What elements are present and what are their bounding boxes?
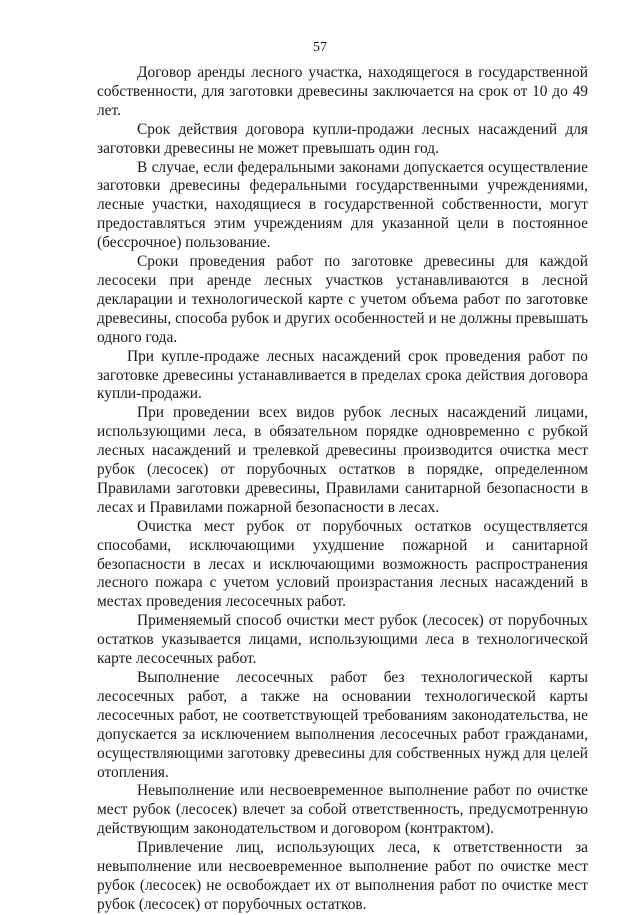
paragraph-cleaning-methods: Очистка мест рубок от порубочных остатков осуществляется способами, исключающими ухудшение пожарной и санитарной безопасности в лесах и исключающими возможность распространения лесного пожара с учетом условий произрастания лесных насаждений в местах проведения лесосечных работ. — [97, 517, 588, 611]
paragraph-liability-no-exemption: Привлечение лиц, использующих леса, к ответственности за невыполнение или несвоевременное выполнение работ по очистке мест рубок (лесосек) не освобождает их от выполнения работ по очистке мест рубок (лесосек) от порубочных остатков. — [97, 839, 588, 913]
paragraph-logging-schedule: Сроки проведения работ по заготовке древесины для каждой лесосеки при аренде лесных участков устанавливаются в лесной декларации и технологической карте с учетом объема работ по заготовке древесины, способа рубок и других особенностей и не должны превышать одного года. — [97, 253, 588, 346]
paragraph-technological-map: Выполнение лесосечных работ без технологической карты лесосечных работ, а также на основании технологической карты лесосечных работ, не соответствующей требованиям законодательства, не допускается за исключением выполнения лесосечных работ гражданами, осуществляющими заготовку древесины для собственных нужд для целей отопления. — [97, 669, 588, 781]
document-body — [97, 64, 588, 915]
paragraph-sale-contract-term: Срок действия договора купли-продажи лесных насаждений для заготовки древесины не может превышать один год. — [97, 120, 588, 157]
paragraph-federal-institutions: В случае, если федеральными законами допускается осуществление заготовки древесины федеральными государственными учреждениями, лесные участки, находящиеся в государственной собственности, могут предоставляться этим учреждениям для указанной цели в постоянное (бессрочное) пользование. — [97, 158, 588, 252]
paragraph-site-cleaning: При проведении всех видов рубок лесных насаждений лицами, использующими леса, в обязательном порядке одновременно с рубкой лесных насаждений и трелевкой древесины производится очистка мест рубок (лесосек) от порубочных остатков в порядке, определенном Правилами заготовки древесины, Правилами санитарной безопасности в лесах и Правилами пожарной безопасности в лесах. — [97, 404, 588, 516]
paragraph-lease-term: Договор аренды лесного участка, находящегося в государственной собственности, для заготовки древесины заключается на срок от 10 до 49 лет. — [97, 64, 588, 119]
paragraph-liability: Невыполнение или несвоевременное выполнение работ по очистке мест рубок (лесосек) влечет за собой ответственность, предусмотренную действующим законодательством и договором (контрактом). — [97, 782, 588, 838]
paragraph-cleaning-method-indication: Применяемый способ очистки мест рубок (лесосек) от порубочных остатков указывается лицами, использующими леса в технологической карте лесосечных работ. — [97, 612, 588, 668]
page-number: 57 — [313, 40, 327, 55]
paragraph-sale-work-period: При купле-продаже лесных насаждений срок проведения работ по заготовке древесины устанавливается в пределах срока действия договора купли-продажи. — [97, 347, 588, 403]
